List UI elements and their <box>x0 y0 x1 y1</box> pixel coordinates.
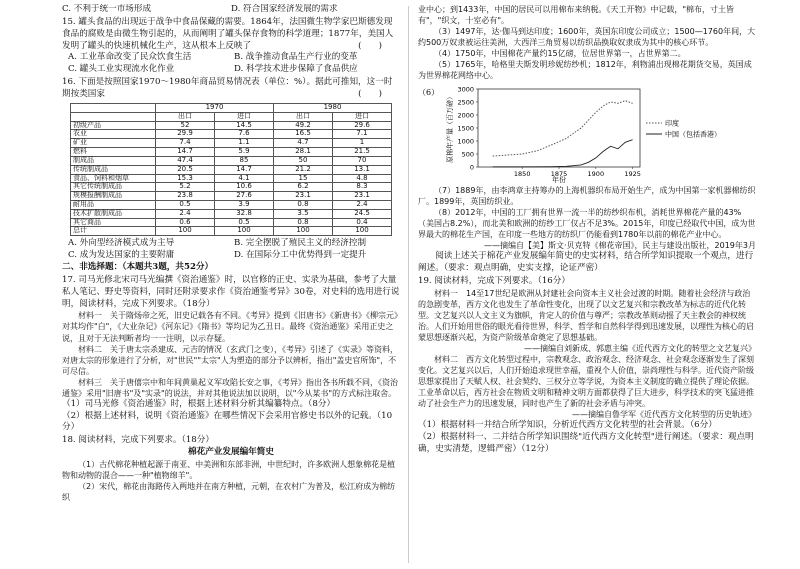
q19-material-1: 材料一 14至17世纪是欧洲从封建社会向资本主义社会过渡的时期。随着社会经济与政治的急剧变革，西方文化也发生了革命性变化，出现了以文艺复兴和宗教改革为标志的近代化转型。文艺复兴以人文主义为旗帜，肯定人的价值与尊严；宗教改革则动摇了天主教会的神权统治。人们开始用世俗的眼光看待世界，科学、哲学和自然科学得到迅速发展，以理性为核心的启蒙思想逐渐兴起，为资产阶级革命奠定了思想基础。 <box>418 288 754 343</box>
table-cell: 10.6 <box>215 183 274 192</box>
table-category: 矿业 <box>71 139 156 148</box>
q17-material-1: 材料一 关于隋炀帝之死，旧史记载各有不同。《考异》提到《旧唐书》《新唐书》《柳宗元》对其均作"白"，《大业杂记》《河东记》《隋书》等均记为乙丑日。最终《资治通鉴》采用正史之说，且对于无法判断者均一一注明，以示存疑。 <box>62 311 398 343</box>
table-row <box>71 121 392 130</box>
table-cell: 0.8 <box>274 200 333 209</box>
q15-option-a: A. 工业革命改变了民众饮食生活 <box>68 52 192 63</box>
q18-item-8: （8）2012年，中国的工厂拥有世界一流一半的纺纱织布机，消耗世界棉花产量的43%（美国占8.2%），而北美和欧洲的纺纱工厂仅占不足3%。2015年，印度已经取代中国，成为世界最大的棉花生产国，在印度一些地方的纺织厂仍能看到1780年以前的棉花产业中心。 <box>418 208 756 240</box>
table-cell: 3.9 <box>215 200 274 209</box>
prev-question-options <box>62 4 400 16</box>
q18-item-3: （3）1497年，达·伽马到达印度；1600年，英国东印度公司成立；1500—1760年间，大约500万奴隶被运往美洲，大西洋三角贸易以纺织品换取奴隶成为其中的核心环节。 <box>418 27 756 48</box>
trade-stats-table <box>70 103 392 236</box>
table-row <box>71 192 392 201</box>
table-year: 1980 <box>274 103 392 112</box>
table-cell: 29.6 <box>333 121 392 130</box>
q18-item-4: （4）1750年，中国棉花产量约15亿磅，位居世界第一，占世界第二。 <box>434 49 686 59</box>
y-tick-label: 3000 <box>457 85 474 94</box>
table-cell: 0.6 <box>156 218 215 227</box>
table-cell: 100 <box>333 227 392 236</box>
chart-svg <box>418 83 756 183</box>
table-cell: 14.7 <box>156 148 215 157</box>
table-cell: 27.6 <box>215 192 274 201</box>
table-cell: 6.2 <box>274 183 333 192</box>
table-cell: 2.4 <box>156 209 215 218</box>
table-category: 其它传统制成品 <box>71 183 156 192</box>
table-category: 农业 <box>71 130 156 139</box>
q18-requirement: 阅读上述关于棉花产业发展编年简史的史实材料，结合所学知识提取一个观点，进行阐述。（要求：观点明确，史实支撑，论证严密） <box>418 251 754 274</box>
table-row <box>71 200 392 209</box>
q18-item-2-cont: 业中心；到1433年，中国的居民可以用棉布来纳税。《天工开物》中记载，"棉布，寸土皆有"，"织文，十室必有"。 <box>418 5 735 26</box>
q15-option-d: D. 科学技术进步保障了食品供应 <box>234 64 358 75</box>
table-category: 技术扩散制成品 <box>71 209 156 218</box>
table-row <box>71 156 392 165</box>
q17-requirement-1: （1）司马光修《资治通鉴》时，根据上述材料分析其编纂特点。（8分） <box>62 398 336 409</box>
table-row <box>71 139 392 148</box>
x-tick-label: 1875 <box>550 170 568 179</box>
table-cell: 14.7 <box>215 165 274 174</box>
table-cell: 100 <box>156 227 215 236</box>
q18-item-7: （7）1889年，由李鸿章主持筹办的上海机器织布局开始生产，成为中国第一家机器棉纺织厂。1899年，英国纺织业。 <box>418 186 756 207</box>
table-cell: 23.1 <box>333 192 392 201</box>
q18-stem: 18. 阅读材料，完成下列要求。（18分） <box>62 435 214 446</box>
table-cell: 47.4 <box>156 156 215 165</box>
table-row <box>71 148 392 157</box>
table-category: 食品、饲料和烟草 <box>71 174 156 183</box>
q16-options-ab <box>62 238 400 250</box>
table-cell: 4.7 <box>274 139 333 148</box>
table-cell: 4.8 <box>333 174 392 183</box>
table-cell: 20.5 <box>156 165 215 174</box>
table-corner <box>71 112 156 121</box>
legend-label: 印度 <box>665 119 679 128</box>
table-subheader: 进口 <box>333 112 392 121</box>
q16-option-b: B. 完全摆脱了殖民主义的经济控制 <box>234 238 367 249</box>
table-cell: 50 <box>274 156 333 165</box>
question-15 <box>62 17 400 76</box>
y-tick-label: 2500 <box>457 98 474 107</box>
table-cell: 7.4 <box>156 139 215 148</box>
table-row <box>71 218 392 227</box>
table-cell: 13.1 <box>333 165 392 174</box>
table-category: 初级产品 <box>71 121 156 130</box>
y-tick-label: 1000 <box>457 137 474 146</box>
q18-item-1: （1）古代棉花种植起源于南亚、中美洲和东部非洲，中世纪时，许多欧洲人想象棉花是植物和动物的混合——一种"植物绵羊"。 <box>62 460 396 481</box>
q19-material-2: 材料二 西方文化转型过程中，宗教观念、政治观念、经济观念、社会观念逐渐发生了深刻变化。文艺复兴以后，人们开始追求现世幸福，重视个人价值，崇尚理性与科学。近代资产阶级思想家提出了天赋人权、社会契约、三权分立等学说，为资本主义制度的确立提供了理论依据。工业革命以后，西方社会在物质文明和精神文明方面都获得了巨大进步，科学技术的突飞猛进推动了社会生产力的迅速发展，同时也产生了新的社会矛盾与冲突。 <box>418 355 754 409</box>
table-subheader: 出口 <box>156 112 215 121</box>
table-category: 其它商品 <box>71 218 156 227</box>
table-category: 燃料 <box>71 148 156 157</box>
table-cell: 3.5 <box>274 209 333 218</box>
q18-item-5: （5）1765年，哈格里夫斯发明珍妮纺纱机；1812年，利物浦出现棉花期货交易，英国成为世界棉花网络中心。 <box>418 60 752 81</box>
q15-option-b: B. 战争推动食品生产行业的变革 <box>234 52 358 63</box>
table-cell: 23.1 <box>274 192 333 201</box>
table-cell: 5.2 <box>156 183 215 192</box>
table-cell: 16.5 <box>274 130 333 139</box>
table-cell: 100 <box>274 227 333 236</box>
table-cell: 7.1 <box>333 130 392 139</box>
table-cell: 15 <box>274 174 333 183</box>
y-tick-label: 1500 <box>457 124 474 133</box>
table-cell: 28.1 <box>274 148 333 157</box>
q17-material-2: 材料二 关于唐太宗杀建成、元吉的情况（玄武门之变），《考异》引述了《实录》等资料，对唐太宗的形象进行了分析，对"世民""太宗"人为塑造的部分予以辨析，指出"盖史官所饰"，不可尽信。 <box>62 344 398 376</box>
table-subheader: 出口 <box>274 112 333 121</box>
table-cell: 29.9 <box>156 130 215 139</box>
y-tick-label: 500 <box>461 150 474 159</box>
table-year-row <box>71 103 392 112</box>
q18-source: ——摘编自【美】斯文·贝克特《棉花帝国》，民主与建设出版社，2019年3月 <box>484 241 756 251</box>
q18-title: 棉花产业发展编年简史 <box>188 447 274 458</box>
table-cell: 15.3 <box>156 174 215 183</box>
table-cell: 24.5 <box>333 209 392 218</box>
q15-stem: 15. 罐头食品的出现远于战争中食品保藏的需要。1864年，法国微生物学家巴斯德发现食品的腐败是由微生物引起的，从而阐明了罐头保存食物的科学道理；1877年，美国人发明了罐头的快速机械化生产，这从根本上反映了 <box>62 16 394 51</box>
table-cell: 23.8 <box>156 192 215 201</box>
q17-stem: 17. 司马光修北宋司马光编撰《资治通鉴》时，以官修的正史、实录为基础，参考了大量私人笔记、野史等资料，同时还附录要求作《资治通鉴考异》30卷，对史料的选用进行说明，阅读材料，完成下列要求。（18分） <box>62 274 400 309</box>
q19-requirement-2: （2）根据材料一、二并结合所学知识围绕"近代西方文化转型"进行阐述。（要求：观点明确，史实清楚，逻辑严密）（12分） <box>418 432 754 455</box>
q16-options-cd <box>62 250 400 262</box>
q16-option-d: D. 在国际分工中优势得到一定提升 <box>234 250 367 261</box>
series-line-china <box>493 140 633 167</box>
table-cell: 21.2 <box>274 165 333 174</box>
option-c: C. 不利于统一市场形成 <box>62 4 152 14</box>
right-column <box>418 4 756 565</box>
q18-item-2: （2）宋代，棉花由海路传入两地并在南方种植，元朝，在农村广为普及，松江府成为棉纺织 <box>62 482 396 503</box>
series-line-india <box>493 101 633 156</box>
table-cell: 7.6 <box>215 130 274 139</box>
x-tick-label: 1925 <box>624 170 641 179</box>
table-cell: 0.4 <box>333 218 392 227</box>
q15-options-cd <box>62 64 400 76</box>
q19-source-2: ——摘编自鲁学军《近代西方文化转型的历史轨迹》 <box>572 410 756 420</box>
y-tick-label: 0 <box>469 163 474 172</box>
table-cell: 52 <box>156 121 215 130</box>
section-heading: 二、非选择题：（本题共3题，共52分） <box>62 262 214 273</box>
x-tick-label: 1850 <box>513 170 531 179</box>
table-corner <box>71 103 156 112</box>
question-17 <box>62 275 400 434</box>
table-cell: 1.1 <box>215 139 274 148</box>
table-body <box>71 121 392 236</box>
table-category: 规模报酬制成品 <box>71 192 156 201</box>
q15-options-ab <box>62 52 400 64</box>
table-category: 总计 <box>71 227 156 236</box>
table-cell: 70 <box>333 156 392 165</box>
question-16 <box>62 77 400 262</box>
table-cell: 49.2 <box>274 121 333 130</box>
table-year: 1970 <box>156 103 274 112</box>
table-row <box>71 130 392 139</box>
table-cell: 32.8 <box>215 209 274 218</box>
table-cell: 0.5 <box>156 200 215 209</box>
q19-stem: 19. 阅读材料，完成下列要求。（16分） <box>418 276 570 287</box>
item-number: （6） <box>418 88 440 98</box>
q16-bracket: ( ) <box>358 89 382 100</box>
table-cell: 100 <box>215 227 274 236</box>
q15-bracket: ( ) <box>358 40 382 51</box>
table-row <box>71 209 392 218</box>
question-18 <box>62 435 400 503</box>
q16-option-c: C. 成为发达国家的主要附庸 <box>68 250 175 261</box>
table-cell: 14.5 <box>215 121 274 130</box>
table-category: 制成品 <box>71 156 156 165</box>
table-cell: 0.8 <box>274 218 333 227</box>
x-axis-label: 年份 <box>552 176 566 184</box>
q17-requirement-2: （2）根据上述材料，说明《资治通鉴》在哪些情况下会采用官修史书以外的记载。（10分） <box>62 410 393 433</box>
table-cell: 1 <box>333 139 392 148</box>
legend-label: 中国（包括香港） <box>665 130 721 139</box>
cotton-production-chart <box>418 83 756 183</box>
q15-option-c: C. 罐头工业实现流水化作业 <box>68 64 175 75</box>
table-category: 传统制成品 <box>71 165 156 174</box>
y-tick-label: 2000 <box>457 111 474 120</box>
table-cell: 21.5 <box>333 148 392 157</box>
table-cell: 5.9 <box>215 148 274 157</box>
table-cell: 2.4 <box>333 200 392 209</box>
option-d: D. 符合国家经济发展的需求 <box>231 4 338 14</box>
q19-requirement-1: （1）根据材料一并结合所学知识，分析近代西方文化转型的社会背景。（6分） <box>418 420 717 431</box>
table-cell: 85 <box>215 156 274 165</box>
table-subheader: 进口 <box>215 112 274 121</box>
table-cell: 0.5 <box>215 218 274 227</box>
table-cell: 8.3 <box>333 183 392 192</box>
q16-option-a: A. 外向型经济模式成为主导 <box>68 238 175 249</box>
q17-material-3: 材料三 关于唐僖宗中和年间黄巢起义军攻陷长安之事，《考异》指出各书所载不同，《资治通鉴》采用"旧唐书"及"实录"的说法，并对其他说法加以说明，以"今从某书"的方式标注取舍。 <box>62 377 398 398</box>
y-axis-label: 原棉年产量（百万磅） <box>446 93 454 164</box>
table-cell: 4.1 <box>215 174 274 183</box>
q19-source-1: ——摘编自刘新成、郭惠主编《近代西方文化的转型之文艺复兴》 <box>524 344 756 354</box>
x-tick-label: 1900 <box>587 170 605 179</box>
left-column <box>62 4 400 565</box>
table-subheader-row <box>71 112 392 121</box>
table-row <box>71 165 392 174</box>
table-row <box>71 227 392 236</box>
question-19 <box>418 276 756 456</box>
column-divider <box>408 6 409 563</box>
table-category: 耐用品 <box>71 200 156 209</box>
q16-stem: 16. 下面是按照国家1970～1980年商品贸易情况表（单位：%）。据此可推知，这一时期按类国家 <box>62 77 393 100</box>
